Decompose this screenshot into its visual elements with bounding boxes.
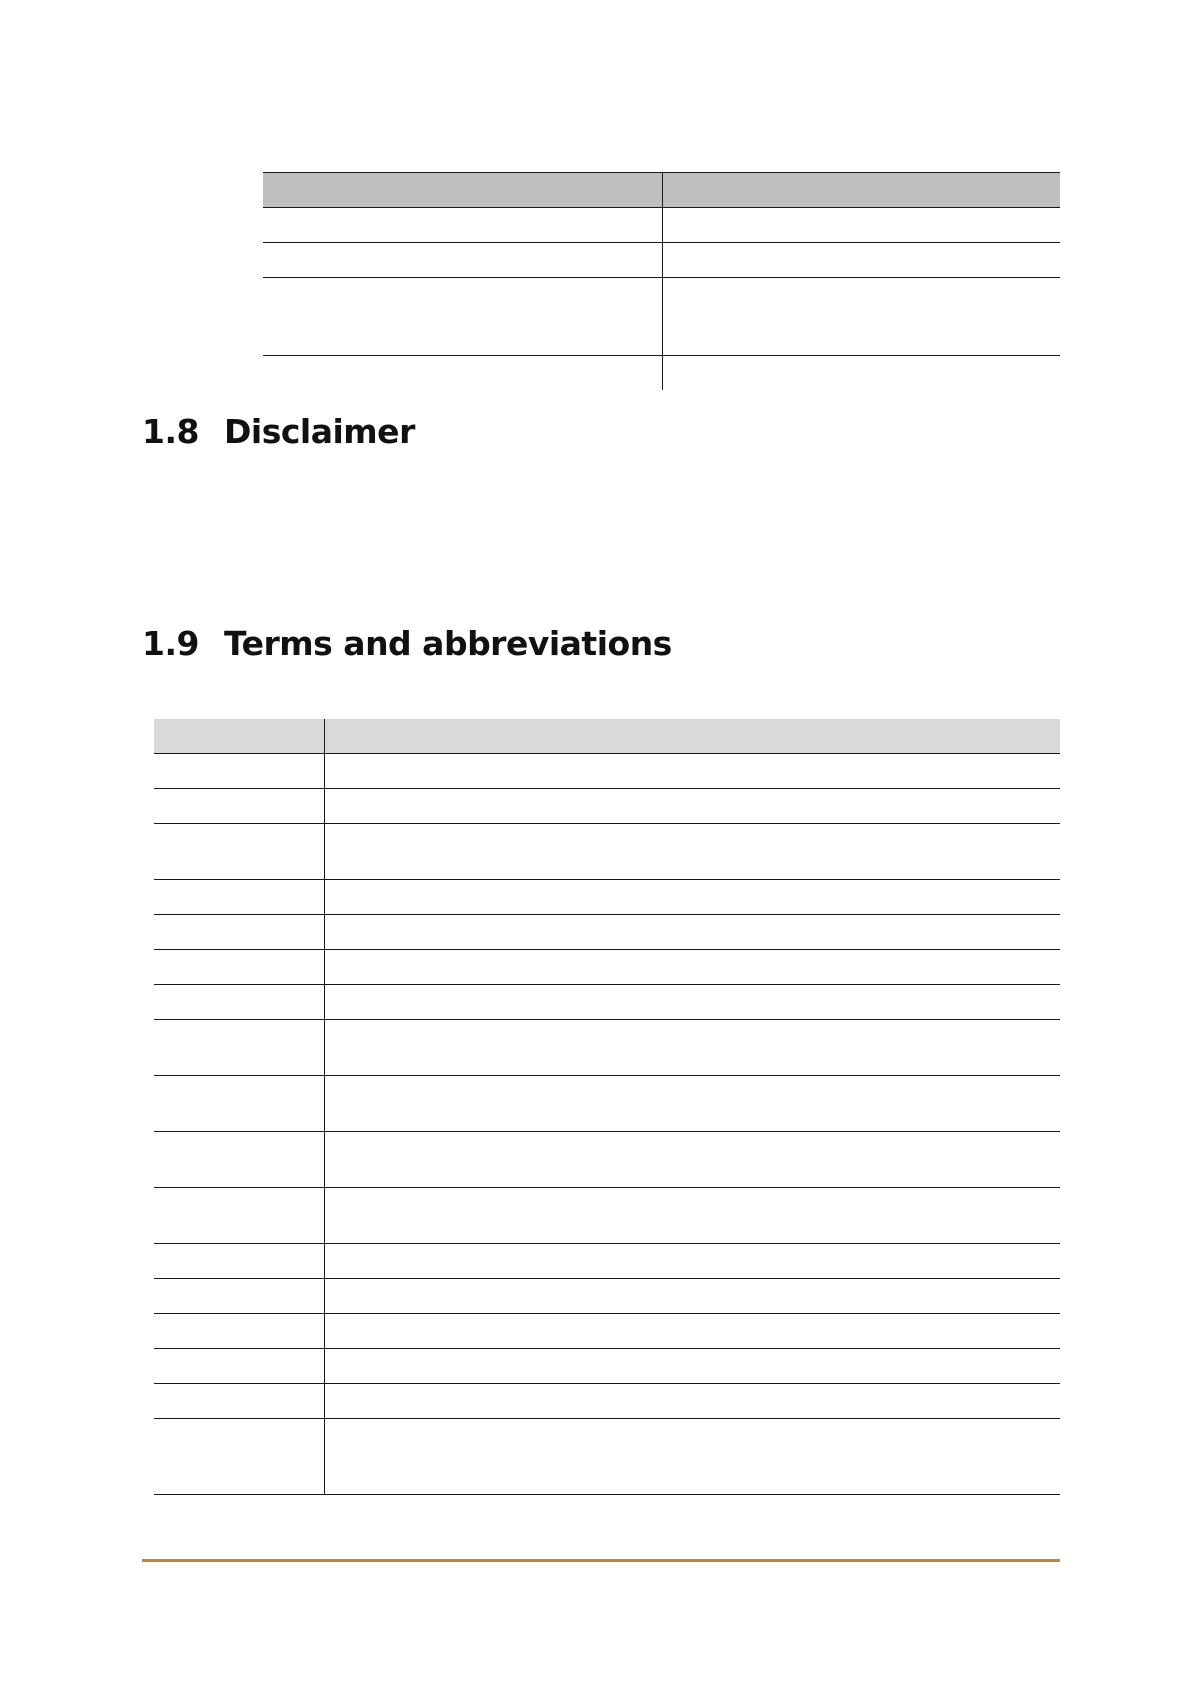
term-cell — [154, 915, 324, 950]
description-cell — [324, 1020, 1060, 1076]
term-cell — [154, 1076, 324, 1132]
table-header-row — [263, 173, 1060, 208]
table-header-row — [154, 719, 1060, 754]
term-cell — [154, 880, 324, 915]
term-cell — [154, 1419, 324, 1495]
description-cell — [324, 950, 1060, 985]
table-row — [154, 1279, 1060, 1314]
section-number: 1.9 — [142, 624, 199, 663]
term-cell — [154, 1349, 324, 1384]
section-heading-terms — [142, 624, 672, 663]
table-cell — [263, 243, 662, 278]
description-cell — [324, 1244, 1060, 1279]
description-cell — [324, 1132, 1060, 1188]
table-cell — [263, 278, 662, 356]
description-cell — [324, 880, 1060, 915]
description-cell — [324, 1384, 1060, 1419]
revision-table — [263, 172, 1060, 390]
section-heading-disclaimer — [142, 412, 415, 451]
terms-table — [154, 719, 1060, 1495]
term-cell — [154, 754, 324, 789]
table-cell — [662, 278, 1060, 356]
table-row — [154, 1132, 1060, 1188]
term-cell — [154, 1188, 324, 1244]
description-cell — [324, 1314, 1060, 1349]
table-cell — [662, 208, 1060, 243]
table-row — [154, 754, 1060, 789]
table-row — [154, 1384, 1060, 1419]
section-number: 1.8 — [142, 412, 199, 451]
description-cell — [324, 1279, 1060, 1314]
table-row — [154, 1244, 1060, 1279]
section-title: Terms and abbreviations — [224, 624, 672, 663]
header-cell-1 — [263, 173, 662, 208]
term-cell — [154, 824, 324, 880]
table-row — [154, 1314, 1060, 1349]
table-row — [154, 789, 1060, 824]
table-row — [154, 1188, 1060, 1244]
term-cell — [154, 1314, 324, 1349]
description-cell — [324, 1419, 1060, 1495]
description-cell — [324, 1076, 1060, 1132]
table-cell — [263, 356, 662, 390]
table-row — [154, 1419, 1060, 1495]
table-row — [154, 1076, 1060, 1132]
description-cell — [324, 915, 1060, 950]
table-cell — [263, 208, 662, 243]
table-cell — [662, 356, 1060, 390]
term-cell — [154, 1244, 324, 1279]
term-cell — [154, 1279, 324, 1314]
table-row — [154, 1349, 1060, 1384]
term-cell — [154, 1384, 324, 1419]
description-cell — [324, 1349, 1060, 1384]
term-cell — [154, 950, 324, 985]
description-cell — [324, 985, 1060, 1020]
table-row — [154, 824, 1060, 880]
description-cell — [324, 1188, 1060, 1244]
table-row — [154, 915, 1060, 950]
header-cell-term — [154, 719, 324, 754]
table-row — [263, 243, 1060, 278]
table-row — [263, 278, 1060, 356]
table-cell — [662, 243, 1060, 278]
section-title: Disclaimer — [224, 412, 415, 451]
term-cell — [154, 789, 324, 824]
description-cell — [324, 754, 1060, 789]
header-cell-2 — [662, 173, 1060, 208]
description-cell — [324, 824, 1060, 880]
table-row — [154, 1020, 1060, 1076]
table-row — [154, 950, 1060, 985]
term-cell — [154, 1132, 324, 1188]
footer-divider — [142, 1559, 1060, 1562]
table-row — [263, 356, 1060, 390]
term-cell — [154, 985, 324, 1020]
table-row — [154, 985, 1060, 1020]
term-cell — [154, 1020, 324, 1076]
description-cell — [324, 789, 1060, 824]
header-cell-description — [324, 719, 1060, 754]
table-row — [154, 880, 1060, 915]
table-row — [263, 208, 1060, 243]
